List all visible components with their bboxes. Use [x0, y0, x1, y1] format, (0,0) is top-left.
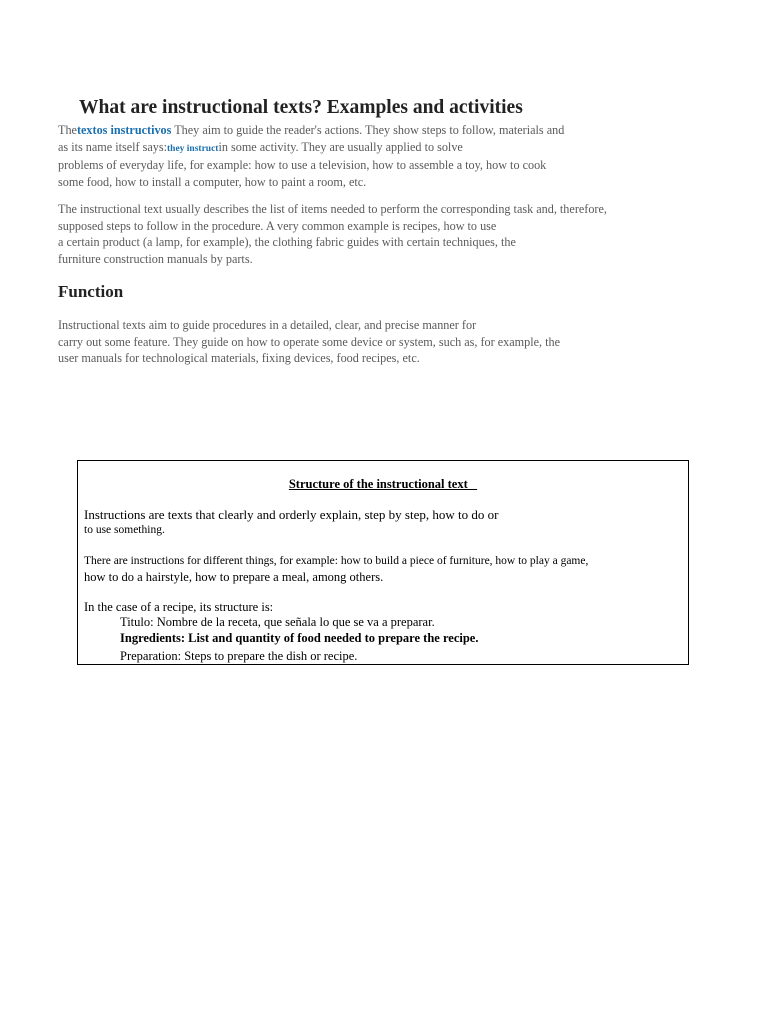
structure-box-line-4: how to do a hairstyle, how to prepare a meal, among others.	[84, 570, 384, 584]
description-line-2: supposed steps to follow in the procedure. A very common example is recipes, how to use	[58, 218, 497, 233]
intro-line-4: some food, how to install a computer, how to paint a room, etc.	[58, 174, 367, 189]
structure-box	[77, 460, 689, 665]
description-line-1: The instructional text usually describes the list of items needed to perform the corresponding task and, therefore,	[58, 202, 607, 216]
list-item-text: Titulo: Nombre de la receta, que señala lo que se va a preparar.	[120, 615, 435, 629]
intro-line-2-pre: as its name itself says:	[58, 139, 167, 154]
description-line-3: a certain product (a lamp, for example), the clothing fabric guides with certain techniques, the	[58, 235, 516, 249]
description-paragraph	[58, 201, 607, 267]
description-line-4: furniture construction manuals by parts.	[58, 251, 253, 266]
list-item	[108, 630, 478, 646]
structure-box-line-5: In the case of a recipe, its structure is:	[84, 600, 274, 614]
page-title: What are instructional texts? Examples and activities	[79, 97, 523, 118]
function-paragraph	[58, 317, 560, 367]
structure-box-line-3: There are instructions for different things, for example: how to build a piece of furniture, how to play a game,	[84, 555, 589, 567]
intro-paragraph	[58, 122, 564, 190]
they-instruct-link[interactable]: they instruct	[167, 143, 219, 154]
list-item	[108, 614, 435, 630]
structure-box-line-2: to use something.	[84, 524, 165, 536]
function-line-3: user manuals for technological materials, fixing devices, food recipes, etc.	[58, 351, 420, 365]
structure-box-title: Structure of the instructional text	[288, 477, 478, 491]
intro-line-1-text: They aim to guide the reader's actions. They show steps to follow, materials and	[171, 123, 565, 137]
structure-box-line-1: Instructions are texts that clearly and orderly explain, step by step, how to do or	[84, 507, 499, 522]
list-item	[108, 648, 357, 664]
intro-line-2	[58, 139, 564, 158]
list-item-text: Preparation: Steps to prepare the dish or recipe.	[120, 649, 358, 663]
list-item-text: Ingredients: List and quantity of food needed to prepare the recipe.	[120, 631, 479, 645]
textos-instructivos-link[interactable]: textos instructivos	[76, 123, 172, 137]
intro-line-1	[58, 122, 564, 139]
function-line-2: carry out some feature. They guide on how to operate some device or system, such as, for example, the	[58, 334, 561, 349]
intro-prefix: The	[58, 123, 77, 137]
intro-line-3: problems of everyday life, for example: how to use a television, how to assemble a toy, how to cook	[58, 158, 547, 172]
intro-line-2-post: in some activity. They are usually applied to solve	[218, 139, 463, 154]
function-line-1: Instructional texts aim to guide procedures in a detailed, clear, and precise manner for	[58, 318, 477, 332]
function-heading: Function	[58, 282, 124, 301]
